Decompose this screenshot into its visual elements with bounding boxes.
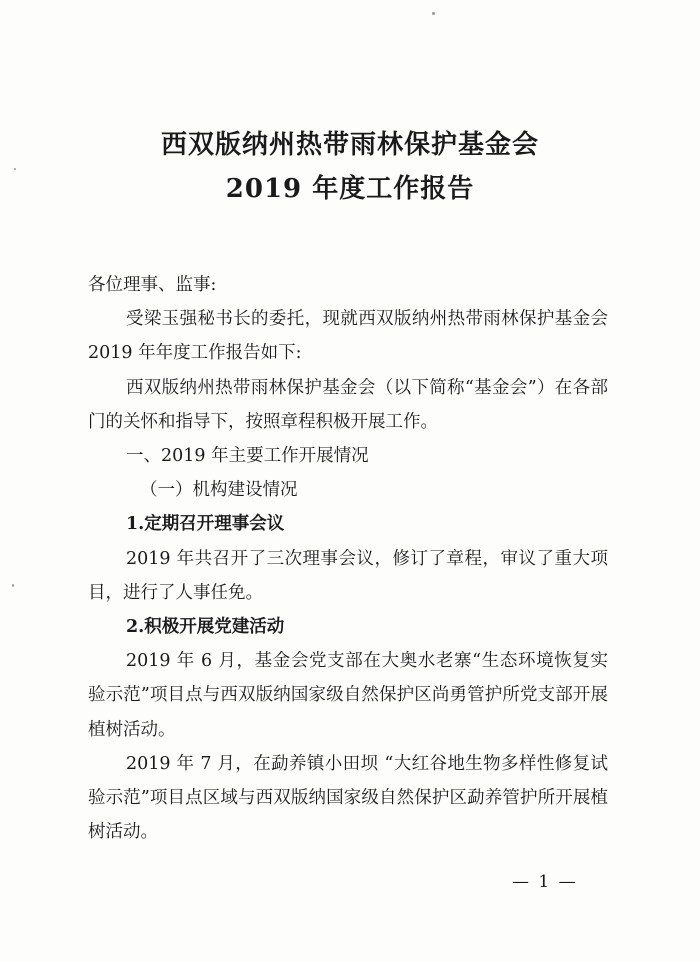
report-body [88, 268, 608, 849]
paragraph-party-june: 2019 年 6 月，基金会党支部在大奥水老寨“生态环境恢复实验示范”项目点与西双版纳国家级自然保护区尚勇管护所党支部开展植树活动。 [88, 651, 608, 740]
paragraph-meetings: 2019 年共召开了三次理事会议，修订了章程，审议了重大项目，进行了人事任免。 [88, 548, 608, 603]
paragraph-party-july: 2019 年 7 月，在勐养镇小田坝 “大红谷地生物多样性修复试验示范”项目点区域与西双版纳国家级自然保护区勐养管护所开展植树活动。 [88, 753, 608, 843]
scan-speck [12, 584, 14, 587]
subsection-heading: （一）机构建设情况 [140, 480, 298, 501]
scan-speck [432, 12, 435, 15]
item-heading-meetings: 1.定期召开理事会议 [126, 514, 285, 535]
paragraph-intro: 受梁玉强秘书长的委托，现就西双版纳州热带雨林保护基金会 2019 年年度工作报告如下: [88, 309, 608, 364]
item-heading-party: 2.积极开展党建活动 [126, 616, 285, 637]
page-number: — 1 — [512, 872, 578, 892]
document-title: 西双版纳州热带雨林保护基金会 [160, 130, 539, 160]
salutation: 各位理事、监事: [88, 275, 217, 295]
paragraph-foundation: 西双版纳州热带雨林保护基金会（以下简称“基金会”）在各部门的关怀和指导下，按照章程积极开展工作。 [88, 377, 608, 432]
section-heading: 一、2019 年主要工作开展情况 [126, 446, 369, 466]
document-subtitle: 2019 年度工作报告 [225, 174, 475, 204]
